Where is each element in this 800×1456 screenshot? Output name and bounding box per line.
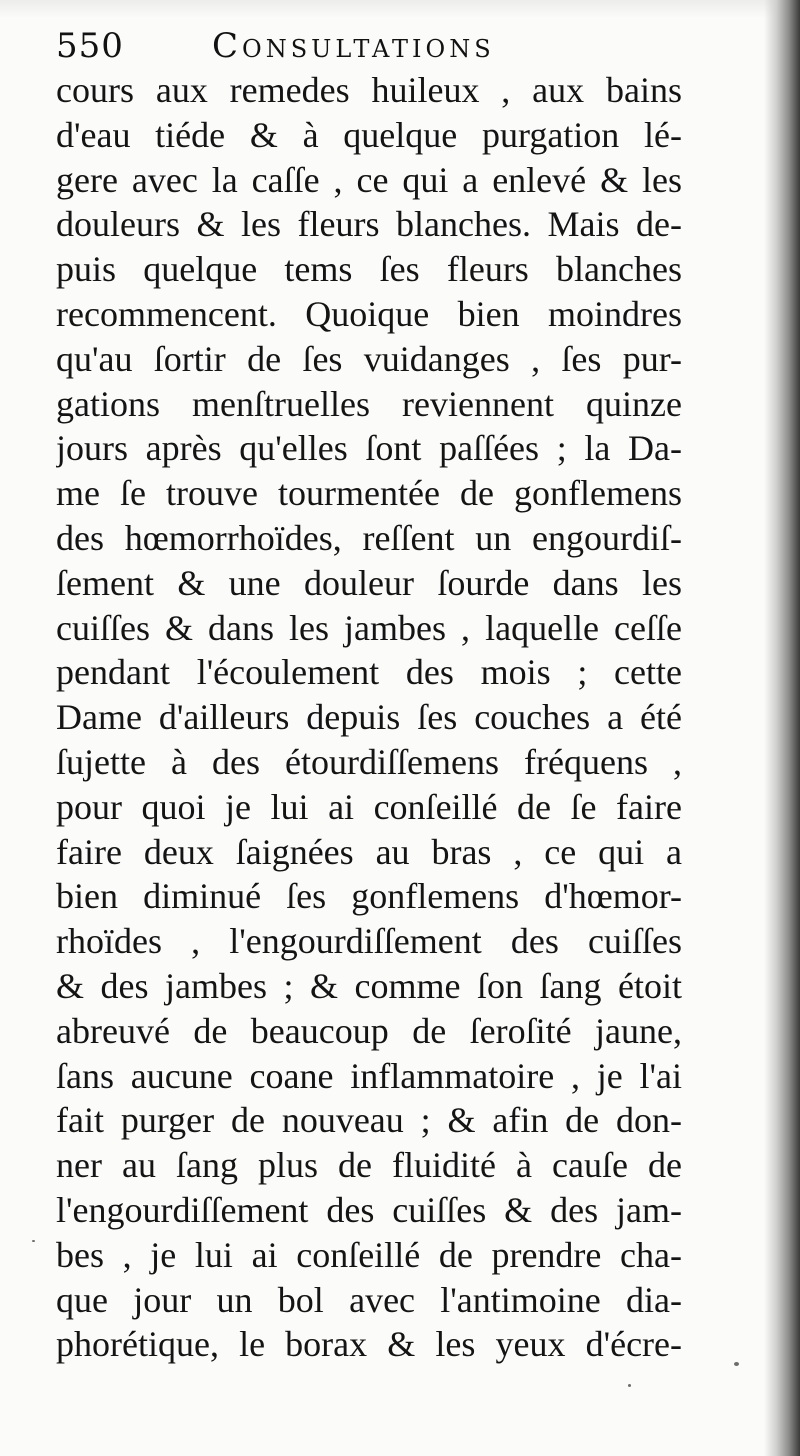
text-line: cours aux remedes huileux , aux bains	[56, 70, 682, 110]
text-line: fait purger de nouveau ; & afin de don-	[56, 1100, 682, 1141]
text-line: pendant l'écoulement des mois ; cette	[56, 652, 682, 693]
scan-speck	[734, 1362, 739, 1366]
text-line: gations menſtruelles reviennent quinze	[56, 383, 682, 424]
body-text	[56, 68, 682, 1367]
running-title: Consultations	[212, 26, 495, 66]
text-line: l'engourdiſſement des cuiſſes & des jam-	[56, 1189, 682, 1230]
page-edge-shadow	[764, 0, 800, 1456]
text-line: faire deux ſaignées au bras , ce qui a	[56, 831, 682, 872]
text-line: gere avec la caſſe , ce qui a enlevé & les	[56, 159, 682, 200]
text-line: ſement & une douleur ſourde dans les	[56, 562, 682, 603]
text-line: me ſe trouve tourmentée de gonflemens	[56, 473, 682, 514]
page-number: 550	[56, 26, 124, 66]
scan-speck	[32, 1240, 35, 1242]
text-line: bes , je lui ai conſeillé de prendre cha-	[56, 1234, 682, 1275]
text-line: cuiſſes & dans les jambes , laquelle ceſſe	[56, 607, 682, 648]
text-line: recommencent. Quoique bien moindres	[56, 293, 682, 334]
text-line: que jour un bol avec l'antimoine dia-	[56, 1279, 682, 1320]
text-line: ſujette à des étourdiſſemens fréquens ,	[56, 741, 682, 782]
page-header	[56, 22, 696, 70]
text-line: qu'au ſortir de ſes vuidanges , ſes pur-	[56, 338, 682, 379]
text-line: ner au ſang plus de fluidité à cauſe de	[56, 1145, 682, 1186]
text-line: jours après qu'elles ſont paſſées ; la Da-	[56, 428, 682, 469]
text-line: rhoïdes , l'engourdiſſement des cuiſſes	[56, 921, 682, 962]
text-line: pour quoi je lui ai conſeillé de ſe faire	[56, 786, 682, 827]
text-line: puis quelque tems ſes fleurs blanches	[56, 249, 682, 290]
page-top-shadow	[0, 0, 800, 18]
text-line: Dame d'ailleurs depuis ſes couches a été	[56, 697, 682, 738]
text-line: & des jambes ; & comme ſon ſang étoit	[56, 965, 682, 1006]
text-line: d'eau tiéde & à quelque purgation lé-	[56, 114, 682, 155]
text-line: ſans aucune coane inflammatoire , je l'ai	[56, 1055, 682, 1096]
text-line: phorétique, le borax & les yeux d'écre-	[56, 1324, 682, 1365]
text-line: des hœmorrhoïdes, reſſent un engourdiſ-	[56, 517, 682, 558]
text-line: bien diminué ſes gonflemens d'hœmor-	[56, 876, 682, 917]
scan-speck	[628, 1384, 631, 1387]
text-line: abreuvé de beaucoup de ſeroſité jaune,	[56, 1010, 682, 1051]
text-line: douleurs & les fleurs blanches. Mais de-	[56, 204, 682, 245]
